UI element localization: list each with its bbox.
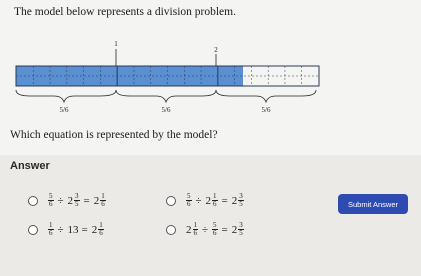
fraction: $\frac{5}{6}$ bbox=[213, 221, 217, 237]
divide-sign: ÷ bbox=[57, 194, 64, 207]
prompt-text: Which equation is represented by the model? bbox=[10, 129, 218, 141]
equals-sign: = bbox=[83, 194, 90, 207]
fraction: $\frac{1}{6}$ bbox=[49, 221, 53, 237]
equals-sign: = bbox=[221, 194, 228, 207]
fraction: $\frac{1}{6}$ bbox=[101, 192, 105, 208]
whole-number: 2 bbox=[93, 194, 100, 207]
submit-answer-button[interactable]: Submit Answer bbox=[338, 194, 408, 214]
divide-sign: ÷ bbox=[202, 223, 209, 236]
fraction: $\frac{5}{6}$ bbox=[49, 192, 53, 208]
whole-number: 2 bbox=[91, 223, 98, 236]
whole-number: 2 bbox=[231, 194, 238, 207]
divide-sign: ÷ bbox=[195, 194, 202, 207]
choice-b-radio[interactable] bbox=[166, 196, 176, 206]
choice-a[interactable] bbox=[28, 193, 107, 208]
fraction: $\frac{3}{5}$ bbox=[239, 192, 243, 208]
whole-number: 2 bbox=[205, 194, 212, 207]
whole-number: 13 bbox=[67, 223, 79, 236]
whole-number: 2 bbox=[186, 223, 192, 236]
fraction: $\frac{1}{6}$ bbox=[213, 192, 217, 208]
fraction: $\frac{3}{5}$ bbox=[75, 192, 79, 208]
fraction: $\frac{1}{6}$ bbox=[193, 221, 197, 237]
choice-d[interactable] bbox=[166, 222, 245, 237]
fraction: $\frac{5}{6}$ bbox=[187, 192, 191, 208]
whole-number: 2 bbox=[67, 194, 74, 207]
division-model bbox=[0, 38, 421, 118]
bottom-label-2: 5/6 bbox=[161, 106, 171, 114]
equals-sign: = bbox=[221, 223, 228, 236]
choice-c[interactable] bbox=[28, 222, 105, 237]
fraction: $\frac{3}{5}$ bbox=[239, 221, 243, 237]
answer-panel bbox=[0, 155, 421, 276]
equals-sign: = bbox=[81, 223, 88, 236]
choice-c-radio[interactable] bbox=[28, 225, 38, 235]
fraction: $\frac{1}{6}$ bbox=[99, 221, 103, 237]
bottom-label-3: 5/6 bbox=[261, 106, 271, 114]
bottom-label-1: 5/6 bbox=[59, 106, 69, 114]
brace-3 bbox=[216, 90, 316, 102]
choice-b[interactable] bbox=[166, 193, 245, 208]
question-text: The model below represents a division problem. bbox=[14, 6, 236, 18]
brace-2 bbox=[116, 90, 216, 102]
top-label-1: 1 bbox=[114, 40, 118, 48]
divide-sign: ÷ bbox=[57, 223, 64, 236]
whole-number: 2 bbox=[231, 223, 238, 236]
choice-d-radio[interactable] bbox=[166, 225, 176, 235]
answer-label: Answer bbox=[10, 160, 50, 172]
top-label-2: 2 bbox=[214, 46, 218, 54]
choice-a-radio[interactable] bbox=[28, 196, 38, 206]
brace-1 bbox=[16, 90, 116, 102]
